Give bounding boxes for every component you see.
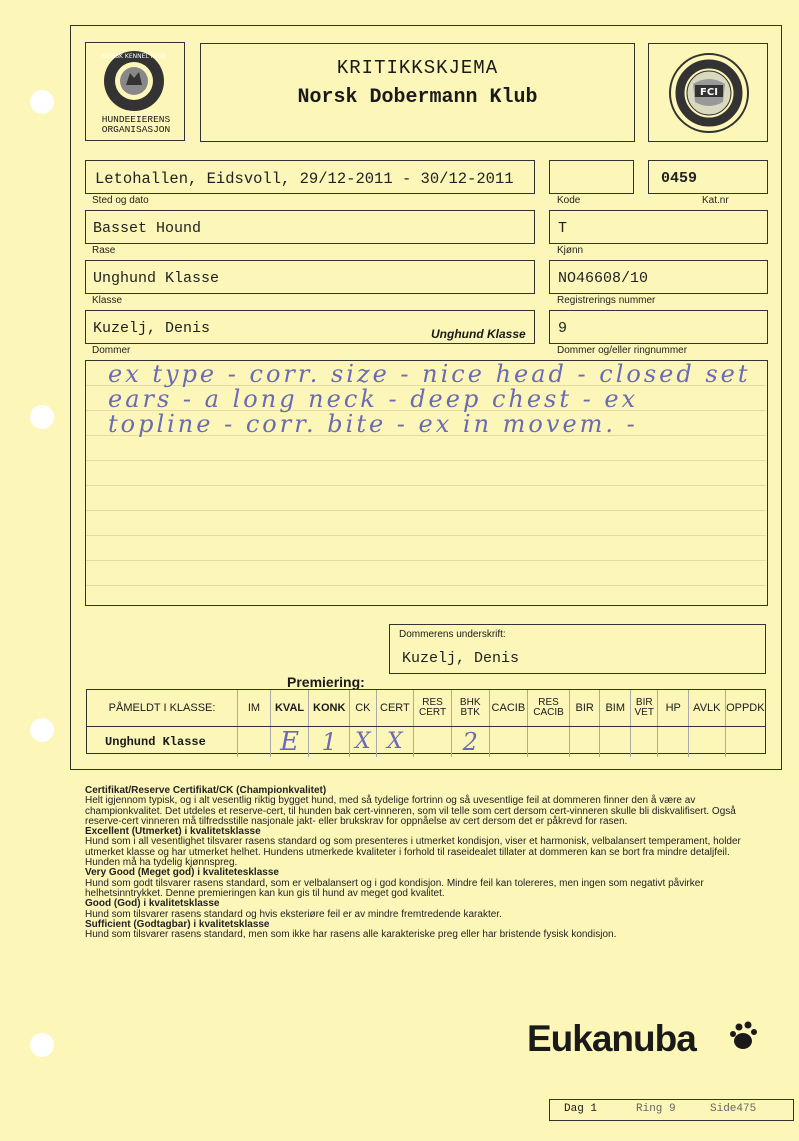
nkk-logo	[86, 43, 186, 123]
ring-value: 9	[558, 320, 568, 337]
punch-hole	[30, 405, 54, 429]
fci-logo-text: FCI	[700, 87, 718, 98]
breed-value: Basset Hound	[93, 220, 202, 237]
punch-hole	[30, 1033, 54, 1057]
judge-class-tag: Unghund Klasse	[431, 327, 526, 341]
footer-page: Side475	[710, 1103, 757, 1115]
legal-paragraph: Helt igjennom typisk, og i alt vesentlig riktig bygget hund, med så tydelige fortrinn og så uvesentlige feil at dommeren finner den å være av championkvalitet. Det utdeles et reserve-cert, til hunden bak cert-vinneren, som vil telle som cert dersom cert-vinneren skulle bli diskvalifisert. Også reserve-cert vinneren må tilfredsstille nasjonale jakt- eller brukskrav for oppnåelse av cert dersom det er påkrevd for rasen.	[85, 795, 736, 827]
sex-label: Kjønn	[557, 245, 584, 256]
results-table	[86, 689, 766, 757]
judge-field[interactable]	[85, 310, 535, 344]
signature-label: Dommerens underskrift:	[399, 629, 506, 640]
legal-text	[85, 786, 765, 940]
ring-field[interactable]	[549, 310, 768, 344]
legal-heading: Certifikat/Reserve Certifikat/CK (Championkvalitet)	[85, 785, 327, 796]
row-cert: X	[376, 726, 414, 757]
place-date-value: Letohallen, Eidsvoll, 29/12-2011 - 30/12-2011	[95, 170, 514, 188]
code-label: Kode	[557, 195, 581, 206]
reg-no-value: NO46608/10	[558, 270, 649, 287]
legal-heading: Sufficient (Godtagbar) i kvalitetsklasse	[85, 918, 270, 930]
breed-label: Rase	[92, 245, 116, 256]
judge-value: Kuzelj, Denis	[93, 320, 211, 337]
catalog-value: 0459	[661, 170, 698, 187]
org-line1: HUNDEEIERENS	[101, 114, 171, 125]
nkk-logo-box	[85, 42, 185, 141]
legal-heading: Excellent (Utmerket) i kvalitetsklasse	[85, 826, 261, 838]
col-bim: BIM	[600, 690, 631, 726]
col-res-cert: RES CERT	[419, 696, 447, 718]
class-label: Klasse	[92, 295, 123, 306]
footer-stamp	[549, 1099, 794, 1121]
punch-hole	[30, 90, 54, 114]
col-class-header: PÅMELDT I KLASSE:	[87, 690, 238, 726]
club-name: Norsk Dobermann Klub	[297, 86, 538, 109]
row-kval: E	[270, 726, 309, 757]
col-avlk: AVLK	[689, 690, 726, 726]
row-ck: X	[350, 726, 376, 757]
eukanuba-logo: Eukanuba	[527, 1018, 696, 1059]
critique-line: ex type - corr. size - nice head - closed set	[108, 360, 751, 388]
legal-paragraph: Hund som tilsvarer rasens standard, men som ikke har rasens alle karakteriske preg eller har bristende fysisk kondisjon.	[85, 929, 617, 941]
col-bhk: BHK BTK	[459, 696, 481, 718]
catalog-label: Kat.nr	[702, 195, 729, 206]
paw-icon	[729, 1021, 763, 1055]
signature-box[interactable]	[389, 624, 766, 674]
reg-no-field[interactable]	[549, 260, 768, 294]
sex-value: T	[558, 220, 568, 237]
col-kval: KVAL	[270, 690, 309, 726]
footer-day: Dag 1	[564, 1103, 598, 1115]
nkk-logo-text: NORSK KENNEL KLUB	[101, 53, 167, 60]
legal-paragraph: Hund som tilsvarer rasens standard og hvis eksteriøre feil er av mindre fremtredende karakter.	[85, 908, 502, 920]
place-date-label: Sted og dato	[92, 195, 149, 206]
judge-label: Dommer	[92, 345, 131, 356]
class-field[interactable]	[85, 260, 535, 294]
col-cert: CERT	[376, 690, 414, 726]
row-konk: 1	[309, 726, 350, 757]
catalog-field[interactable]	[648, 160, 768, 194]
place-date-field[interactable]	[85, 160, 535, 194]
legal-paragraph: Hund som i all vesentlighet tilsvarer rasens standard og som presenteres i utmerket kondisjon, viser et harmonisk, velbalansert temperament, holder utmerket klasse og har utmerket helhet. Hundens utmerkede kvaliteter i forhold til raseidealet tillater at dommeren kan se bort fra mindre detaljfeil. Hunden må ha tydelig kjønnspreg.	[85, 836, 741, 869]
col-bir-vet: BIR VET	[634, 696, 654, 718]
col-bir: BIR	[569, 690, 600, 726]
form-title: KRITIKKSKJEMA	[336, 57, 499, 79]
title-box	[200, 43, 635, 142]
col-cacib: CACIB	[489, 690, 528, 726]
legal-heading: Good (God) i kvalitetsklasse	[85, 898, 220, 910]
col-konk: KONK	[309, 690, 350, 726]
fci-logo-box	[648, 43, 768, 142]
code-field[interactable]	[549, 160, 634, 194]
premiering-title: Premiering:	[287, 674, 365, 690]
col-hp: HP	[658, 690, 689, 726]
reg-no-label: Registrerings nummer	[557, 295, 656, 306]
class-value: Unghund Klasse	[93, 270, 220, 287]
row-bhk: 2	[451, 726, 489, 757]
ring-label: Dommer og/eller ringnummer	[557, 345, 688, 356]
signature-value: Kuzelj, Denis	[402, 650, 520, 667]
col-ck: CK	[350, 690, 376, 726]
legal-heading: Very Good (Meget god) i kvalitetesklasse	[85, 867, 279, 879]
critique-line: ears - a long neck - deep chest - ex	[108, 385, 639, 413]
col-oppdk: OPPDK	[725, 690, 765, 726]
legal-paragraph: Hund som godt tilsvarer rasens standard, som er velbalansert og i god kondisjon. Mindre feil kan tolereres, men ingen som negativt påvirker helhetsinntrykket. Denne premieringen kan kun gis til hund av meget god kvalitet.	[85, 877, 704, 899]
sex-field[interactable]	[549, 210, 768, 244]
fci-logo	[649, 44, 769, 143]
critique-line: topline - corr. bite - ex in movem. -	[108, 410, 638, 438]
row-class: Unghund Klasse	[105, 734, 206, 749]
org-line2: ORGANISASJON	[101, 124, 171, 135]
col-im: IM	[238, 690, 271, 726]
breed-field[interactable]	[85, 210, 535, 244]
footer-ring: Ring 9	[636, 1103, 676, 1115]
punch-hole	[30, 718, 54, 742]
col-res-cacib: RES CACIB	[533, 696, 564, 718]
